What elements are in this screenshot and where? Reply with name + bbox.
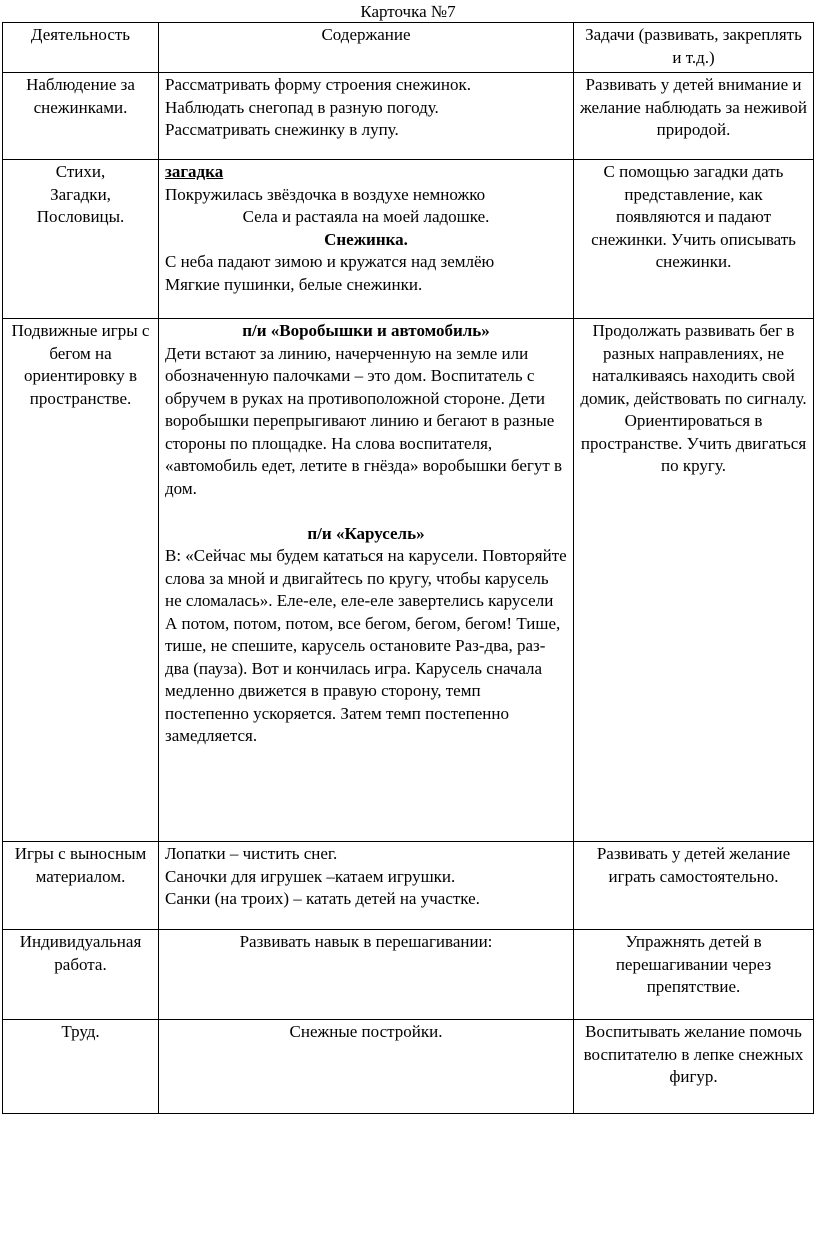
content-line: Рассматривать форму строения снежинок. bbox=[165, 75, 472, 94]
activity-cell: Наблюдение за снежинками. bbox=[3, 73, 159, 160]
table-row bbox=[3, 73, 814, 160]
header-activity: Деятельность bbox=[3, 23, 159, 73]
content-line: Рассматривать снежинку в лупу. bbox=[165, 120, 399, 139]
card-title: Карточка №7 bbox=[360, 2, 456, 21]
content-cell bbox=[159, 160, 574, 319]
content-cell: Снежные постройки. bbox=[159, 1020, 574, 1114]
riddle-answer: Снежинка. bbox=[324, 229, 408, 249]
content-line: Санки (на троих) – катать детей на участке. bbox=[165, 889, 480, 908]
tasks-cell: Развивать у детей внимание и желание наблюдать за неживой природой. bbox=[574, 73, 814, 160]
game-title: п/и «Карусель» bbox=[307, 523, 425, 543]
content-cell bbox=[159, 73, 574, 160]
table-row bbox=[3, 319, 814, 842]
activity-line: Пословицы. bbox=[36, 207, 125, 226]
activity-cell: Индивидуальная работа. bbox=[3, 930, 159, 1020]
activity-cell: Подвижные игры с бегом на ориентировку в пространстве. bbox=[3, 319, 159, 842]
table-row bbox=[3, 930, 814, 1020]
game-description: В: «Сейчас мы будем кататься на карусели. Повторяйте слова за мной и двигайтесь по кругу, чтобы карусель не сломалась». Еле-еле, еле-еле завертелись карусели А потом, потом, потом, все бегом, бегом, бегом! Тише, тише, не спешите, карусель остановите Раз-два, раз-два (пауза). Вот и кончилась игра. Карусель сначала медленно движется в правую сторону, темп постепенно ускоряется. Затем темп постепенно замедляется. bbox=[165, 546, 567, 745]
table-row bbox=[3, 1020, 814, 1114]
content-line: Лопатки – чистить снег. bbox=[165, 844, 338, 863]
content-cell: Развивать навык в перешагивании: bbox=[159, 930, 574, 1020]
tasks-cell: Воспитывать желание помочь воспитателю в лепке снежных фигур. bbox=[574, 1020, 814, 1114]
activity-line: Загадки, bbox=[50, 184, 111, 204]
table-row bbox=[3, 842, 814, 930]
poem-line: С неба падают зимою и кружатся над землёю bbox=[165, 252, 495, 271]
tasks-cell: Упражнять детей в перешагивании через препятствие. bbox=[574, 930, 814, 1020]
activity-cell: Игры с выносным материалом. bbox=[3, 842, 159, 930]
riddle-line: Села и растаяла на моей ладошке. bbox=[242, 207, 490, 226]
riddle-line: Покружилась звёздочка в воздухе немножко bbox=[165, 184, 486, 204]
game-description: Дети встают за линию, начерченную на земле или обозначенную палочками – это дом. Воспитатель с обручем в руках на противоположной стороне. Дети воробышки перепрыгивают линию и бегают в разные стороны по площадке. На слова воспитателя, «автомобиль едет, летите в гнёзда» воробышки бегут в дом. bbox=[165, 343, 563, 498]
tasks-cell: Развивать у детей желание играть самостоятельно. bbox=[574, 842, 814, 930]
header-tasks: Задачи (развивать, закреплять и т.д.) bbox=[574, 23, 814, 73]
game-title: п/и «Воробышки и автомобиль» bbox=[242, 321, 490, 340]
content-line: Саночки для игрушек –катаем игрушки. bbox=[165, 866, 456, 886]
activity-table bbox=[2, 22, 814, 1114]
activity-cell bbox=[3, 160, 159, 319]
activity-line: Стихи, bbox=[55, 162, 106, 181]
table-row bbox=[3, 160, 814, 319]
header-content: Содержание bbox=[159, 23, 574, 73]
poem-line: Мягкие пушинки, белые снежинки. bbox=[165, 274, 423, 294]
content-cell bbox=[159, 319, 574, 842]
riddle-label: загадка bbox=[165, 162, 224, 181]
activity-cell: Труд. bbox=[3, 1020, 159, 1114]
table-header-row bbox=[3, 23, 814, 73]
content-cell bbox=[159, 842, 574, 930]
tasks-cell: С помощью загадки дать представление, как появляются и падают снежинки. Учить описывать снежинки. bbox=[574, 160, 814, 319]
content-line: Наблюдать снегопад в разную погоду. bbox=[165, 97, 439, 117]
tasks-cell: Продолжать развивать бег в разных направлениях, не наталкиваясь находить свой домик, действовать по сигналу. Ориентироваться в пространстве. Учить двигаться по кругу. bbox=[574, 319, 814, 842]
